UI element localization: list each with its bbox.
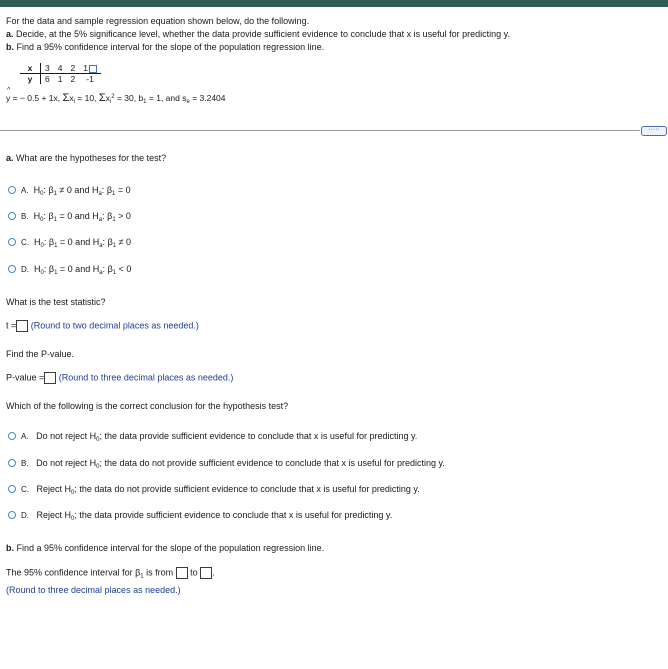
hypothesis-option[interactable]: C. $H_0$: $\beta_1 = 0$ and $H_a$: $\beta_1 \ne 0$: [21, 237, 132, 249]
conclusion-option-radio[interactable]: [8, 432, 16, 440]
more-button[interactable]: ·····: [641, 126, 667, 136]
t-input[interactable]: [16, 320, 28, 332]
test-stat-question: What is the test statistic?: [6, 297, 106, 307]
h0-sub: 0: [96, 464, 100, 470]
conclusion-text: ; the data provide sufficient evidence to conclude that x is useful for predicting y.: [74, 510, 393, 520]
top-bar: [0, 0, 668, 7]
ha-sub: a: [99, 270, 103, 276]
beta-sub: 1: [112, 217, 116, 223]
pvalue-label: P-value =: [6, 372, 45, 383]
option-letter: A.: [21, 186, 29, 195]
hypothesis-option-radio[interactable]: [8, 265, 16, 273]
hypothesis-option-radio[interactable]: [8, 212, 16, 220]
h0-beta: β: [48, 237, 55, 247]
h0-beta: β: [48, 211, 54, 221]
hypotheses-question-text: What are the hypotheses for the test?: [13, 153, 167, 163]
x-cell: 2: [66, 63, 79, 74]
hypothesis-option[interactable]: A. $H_0$: $\beta_1 \ne 0$ and $H_a$: $\beta_1 = 0$: [21, 185, 131, 197]
ha-beta: β: [107, 237, 113, 247]
ci-question-text: Find a 95% confidence interval for the slope of the population regression line.: [14, 543, 325, 553]
ci-lower-input[interactable]: [176, 567, 188, 579]
se-value: = 3.2404: [192, 93, 226, 103]
hypotheses-question: a. What are the hypotheses for the test?: [6, 153, 167, 163]
h0-beta: β: [48, 264, 55, 274]
x-cell: [79, 63, 101, 74]
yhat-symbol: ^ y: [6, 87, 11, 103]
ha-relation: < 0: [118, 264, 132, 274]
pvalue-hint: (Round to three decimal places as needed.): [58, 372, 234, 383]
conclusion-decision: Reject H: [36, 510, 72, 520]
ha-beta: β: [107, 264, 113, 274]
ha-sub: a: [99, 243, 103, 249]
conclusion-option[interactable]: [21, 510, 392, 522]
y-header: y: [20, 74, 41, 85]
ha-sub: a: [98, 191, 102, 197]
equation-rhs: = − 0.5 + 1x,: [12, 93, 61, 103]
hypothesis-option[interactable]: D. $H_0$: $\beta_1 = 0$ and $H_a$: $\beta_1 < 0$: [21, 264, 132, 276]
ci-hint: (Round to three decimal places as needed.): [6, 585, 181, 595]
beta-sub: 1: [112, 270, 117, 276]
h0-relation: ≠ 0 and H: [59, 185, 99, 195]
hypothesis-option-radio[interactable]: [8, 186, 16, 194]
h0-relation: = 0 and H: [59, 237, 100, 247]
x-header: x: [20, 63, 41, 74]
intro-line: For the data and sample regression equation shown below, do the following.: [6, 16, 310, 26]
ha-relation: > 0: [118, 211, 131, 221]
option-letter: D.: [21, 511, 29, 520]
intro-part-b: b. Find a 95% confidence interval for the slope of the population regression line.: [6, 42, 325, 52]
beta-sub: 1: [54, 243, 58, 249]
conclusion-text: ; the data do not provide sufficient evidence to conclude that x is useful for predicting y.: [99, 458, 445, 468]
conclusion-option-radio[interactable]: [8, 485, 16, 493]
ci-to-label: to: [190, 567, 198, 578]
h0-sub: 0: [96, 437, 100, 443]
b1-value: = 1, and s: [148, 93, 187, 103]
conclusion-question: Which of the following is the correct conclusion for the hypothesis test?: [6, 401, 289, 411]
h0-label: H: [33, 211, 41, 221]
x-cell-value: 1: [83, 63, 88, 73]
h0-beta: β: [48, 185, 54, 195]
ci-beta-subscript: 1: [140, 573, 144, 580]
section-divider: [0, 130, 640, 131]
ci-upper-input[interactable]: [200, 567, 212, 579]
conclusion-option[interactable]: [21, 458, 445, 470]
y-cell: 2: [70, 74, 76, 84]
pvalue-question: Find the P-value.: [6, 349, 75, 359]
conclusion-decision: Do not reject H: [36, 458, 97, 468]
sum-x-value: = 10,: [77, 93, 97, 103]
option-letter: B.: [21, 212, 29, 221]
sum-x2-value: = 30, b: [116, 93, 144, 103]
beta-sub: 1: [112, 243, 117, 249]
ha-relation: ≠ 0: [118, 237, 132, 247]
beta-sub: 1: [112, 191, 116, 197]
h0-sub: 0: [71, 490, 75, 496]
intro-part-a: a. Decide, at the 5% significance level, whether the data provide sufficient evidence to conclude that x is useful for predicting y.: [6, 29, 510, 39]
h0-label: H: [34, 237, 41, 247]
sum-symbol: Σ: [98, 92, 106, 104]
h0-relation: = 0 and H: [59, 264, 100, 274]
conclusion-option-radio[interactable]: [8, 511, 16, 519]
hypothesis-option[interactable]: B. $H_0$: $\beta_1 = 0$ and $H_a$: $\beta_1 > 0$: [21, 211, 131, 223]
option-letter: A.: [21, 432, 29, 441]
conclusion-text: ; the data provide sufficient evidence to conclude that x is useful for predicting y.: [99, 431, 418, 441]
ci-prefix: The 95% confidence interval for β: [6, 567, 141, 578]
copy-data-icon[interactable]: [89, 65, 97, 73]
hypothesis-option-radio[interactable]: [8, 238, 16, 246]
conclusion-decision: Do not reject H: [36, 431, 97, 441]
intro-part-a-text: Decide, at the 5% significance level, whether the data provide sufficient evidence to conclude that x is useful for predicting y.: [13, 29, 510, 39]
sum-symbol: Σ: [62, 92, 70, 104]
x-cell: 3: [41, 63, 54, 74]
ci-row: [6, 567, 215, 579]
y-cell: 6: [45, 74, 50, 84]
t-label: t =: [6, 320, 17, 331]
y-cell: -1: [86, 74, 94, 84]
h0-sub: 0: [40, 243, 44, 249]
data-table: [20, 63, 101, 84]
beta-sub: 1: [53, 217, 57, 223]
h0-sub: 0: [71, 516, 75, 522]
conclusion-decision: Reject H: [36, 484, 72, 494]
h0-sub: 0: [40, 217, 44, 223]
pvalue-row: [6, 372, 233, 384]
h0-label: H: [34, 264, 41, 274]
t-row: [6, 320, 199, 332]
ha-relation: = 0: [117, 185, 131, 195]
table-row-y: [20, 74, 101, 85]
ci-period: .: [212, 567, 215, 578]
option-letter: B.: [21, 459, 29, 468]
conclusion-option[interactable]: [21, 431, 417, 443]
ha-sub: a: [98, 217, 103, 223]
h0-sub: 0: [40, 191, 44, 197]
t-hint: (Round to two decimal places as needed.): [30, 320, 199, 331]
h0-relation: = 0 and H: [59, 211, 99, 221]
h0-label: H: [33, 185, 41, 195]
conclusion-option[interactable]: [21, 484, 420, 496]
h0-sub: 0: [40, 270, 44, 276]
ci-mid: is from: [143, 567, 174, 578]
conclusion-option-radio[interactable]: [8, 459, 16, 467]
y-cell: 1: [57, 74, 63, 84]
ci-question: b. Find a 95% confidence interval for the slope of the population regression line.: [6, 543, 325, 553]
option-letter: D.: [21, 265, 29, 274]
conclusion-text: ; the data do not provide sufficient evidence to conclude that x is useful for predicting y.: [74, 484, 420, 494]
option-letter: C.: [21, 238, 29, 247]
intro-part-b-text: Find a 95% confidence interval for the slope of the population regression line.: [14, 42, 325, 52]
x-cell: 4: [54, 63, 67, 74]
ha-beta: β: [106, 185, 112, 195]
pvalue-input[interactable]: [44, 372, 56, 384]
beta-sub: 1: [54, 270, 58, 276]
table-row-x: [20, 63, 101, 74]
beta-sub: 1: [53, 191, 57, 197]
regression-equation: ^ y = − 0.5 + 1x, $\Sigma x_i = 10$, $\Sigma x_i^2 = 30$, $b_1 = 1$, and $s_e = 3.2404$: [6, 87, 226, 105]
option-letter: C.: [21, 485, 29, 494]
ha-beta: β: [107, 211, 113, 221]
